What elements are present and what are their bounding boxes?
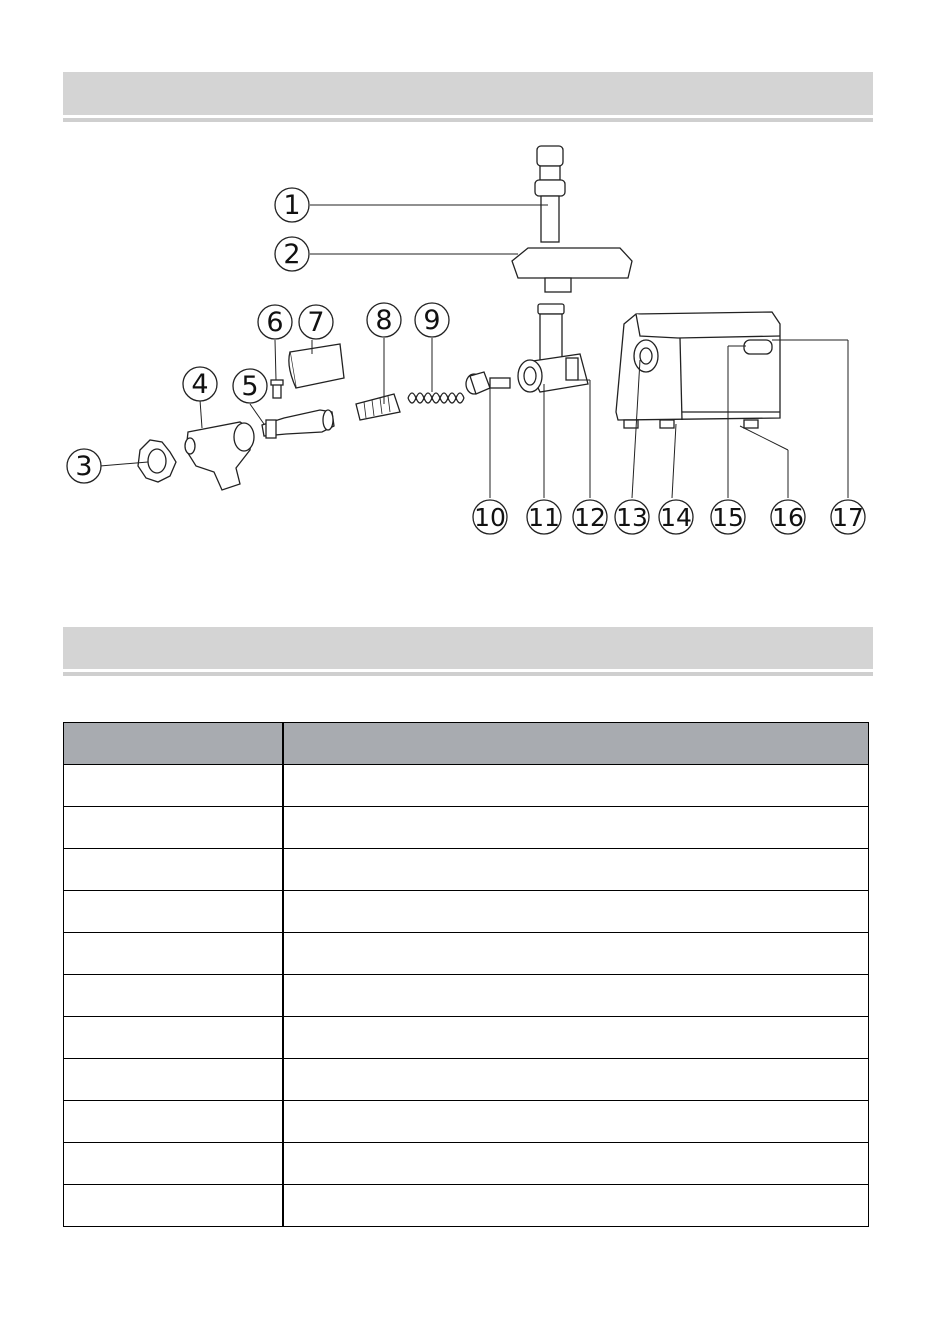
callout-14 [659, 500, 693, 534]
table-row [64, 975, 869, 1017]
table-cell-number [64, 1059, 284, 1101]
table-cell-number [64, 1185, 284, 1227]
table-cell-name [283, 1059, 869, 1101]
table-cell-number [64, 1017, 284, 1059]
callout-16 [771, 500, 805, 534]
callout-8 [367, 303, 401, 337]
pusher-part [535, 146, 565, 242]
table-cell-number [64, 933, 284, 975]
table-row [64, 891, 869, 933]
callout-11 [527, 500, 561, 534]
callout-12 [573, 500, 607, 534]
callout-number-9: 9 [423, 305, 441, 336]
parts-table [63, 722, 869, 1227]
callout-4 [183, 367, 217, 401]
callout-number-7: 7 [307, 307, 325, 338]
section-header-band-2 [63, 627, 873, 669]
callout-6 [258, 305, 292, 339]
table-cell-name [283, 933, 869, 975]
table-row [64, 807, 869, 849]
motor-base-part [616, 312, 780, 428]
tray-part [512, 248, 632, 292]
callout-number-5: 5 [241, 371, 259, 402]
callout-17 [831, 500, 865, 534]
callout-3 [67, 449, 101, 483]
sieve-tube-part [356, 394, 400, 420]
callout-13 [615, 500, 649, 534]
table-row [64, 1143, 869, 1185]
table-cell-number [64, 1143, 284, 1185]
table-cell-number [64, 807, 284, 849]
table-row [64, 1101, 869, 1143]
callout-number-14: 14 [660, 503, 692, 532]
spiral-auger-part [408, 393, 464, 403]
sausage-tube-part [262, 410, 334, 438]
table-cell-name [283, 1185, 869, 1227]
table-cell-number [64, 891, 284, 933]
section-header-rule-2 [63, 672, 873, 676]
table-cell-name [283, 975, 869, 1017]
table-row [64, 1059, 869, 1101]
shield-part [289, 344, 344, 388]
table-row [64, 849, 869, 891]
table-cell-number [64, 975, 284, 1017]
table-cell-name [283, 807, 869, 849]
screw-blade-part [466, 372, 510, 394]
callout-7 [299, 305, 333, 339]
callout-2 [275, 237, 309, 271]
callout-number-6: 6 [266, 307, 284, 338]
table-header-cell-name [283, 723, 869, 765]
table-row [64, 765, 869, 807]
callout-number-13: 13 [616, 503, 648, 532]
callout-number-12: 12 [574, 503, 606, 532]
callout-number-15: 15 [712, 503, 744, 532]
table-cell-number [64, 849, 284, 891]
callout-5 [233, 369, 267, 403]
grinder-head-part [518, 304, 588, 392]
table-cell-name [283, 1101, 869, 1143]
callout-1 [275, 188, 309, 222]
table-cell-number [64, 765, 284, 807]
callout-number-3: 3 [75, 451, 93, 482]
ring-nut-part [138, 440, 176, 482]
table-header-row [64, 723, 869, 765]
callout-15 [711, 500, 745, 534]
table-row [64, 933, 869, 975]
exploded-parts-diagram [0, 0, 933, 560]
table-cell-name [283, 1143, 869, 1185]
table-cell-name [283, 891, 869, 933]
table-row [64, 1185, 869, 1227]
table-header-cell-number [64, 723, 284, 765]
callout-number-11: 11 [528, 503, 560, 532]
table-cell-number [64, 1101, 284, 1143]
callout-number-16: 16 [772, 503, 804, 532]
callout-number-10: 10 [474, 503, 506, 532]
table-cell-name [283, 1017, 869, 1059]
callout-number-4: 4 [191, 369, 209, 400]
callout-number-1: 1 [283, 190, 301, 221]
screw-part [271, 380, 283, 398]
table-cell-name [283, 849, 869, 891]
callout-9 [415, 303, 449, 337]
table-row [64, 1017, 869, 1059]
table-cell-name [283, 765, 869, 807]
callout-number-2: 2 [283, 239, 301, 270]
callout-number-17: 17 [832, 503, 864, 532]
housing-part [185, 422, 254, 490]
callout-10 [473, 500, 507, 534]
callout-number-8: 8 [375, 305, 393, 336]
